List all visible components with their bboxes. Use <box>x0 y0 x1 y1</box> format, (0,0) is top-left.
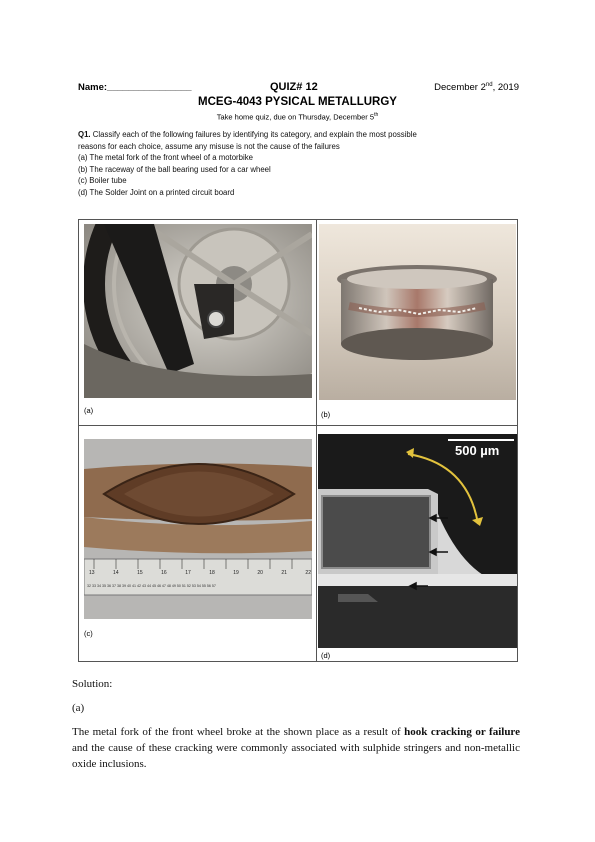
ruler-top-label: 21 <box>281 570 287 576</box>
ruler-top-label: 17 <box>185 570 191 576</box>
solution-part-label: (a) <box>72 702 85 714</box>
solution-heading: Solution: <box>72 678 113 690</box>
quiz-date: December 2nd, 2019 <box>434 82 519 94</box>
figure-b-photo <box>319 224 516 400</box>
grid-divider-horizontal <box>79 425 517 426</box>
grid-divider-vertical <box>316 220 317 661</box>
quiz-title: QUIZ# 12 <box>270 81 318 93</box>
question-block <box>78 129 518 199</box>
question-number: Q1. <box>78 130 91 139</box>
figure-c-photo <box>84 439 312 619</box>
header-row <box>78 82 519 96</box>
figure-c-ruler-bottom: 32 33 34 35 36 37 38 39 40 41 42 43 44 45 46 47 48 49 50 51 52 53 54 55 56 57 <box>87 584 216 588</box>
figure-d-caption: (d) <box>321 651 331 660</box>
ruler-top-label: 13 <box>89 570 95 576</box>
figure-a-caption: (a) <box>84 406 94 415</box>
ruler-top-label: 22 <box>305 570 311 576</box>
figure-a-photo <box>84 224 312 398</box>
ruler-top-label: 19 <box>233 570 239 576</box>
solution-block <box>72 676 520 772</box>
course-title: MCEG-4043 PYSICAL METALLURGY <box>198 96 397 108</box>
name-label: Name:________________ <box>78 82 192 93</box>
question-item-b: (b) The raceway of the ball bearing used for a car wheel <box>78 164 271 174</box>
question-line-1: Q1. Classify each of the following failures by identifying its category, and explain the most possible <box>78 130 417 139</box>
figure-d-photo <box>318 434 517 648</box>
figure-b-caption: (b) <box>321 410 331 419</box>
solution-paragraph: The metal fork of the front wheel broke at the shown place as a result of hook cracking or failure and the cause of these cracking were commonly associated with sulphide stringers and non-metallic oxide inclusions. <box>72 726 520 770</box>
question-item-a: (a) The metal fork of the front wheel of a motorbike <box>78 153 253 163</box>
figure-d-scale-label: 500 µm <box>455 443 500 458</box>
ruler-top-label: 14 <box>113 570 119 576</box>
question-line-2: reasons for each choice, assume any misuse is not the cause of the failures <box>78 141 340 151</box>
question-item-c: (c) Boiler tube <box>78 176 127 186</box>
solution-bold-term: hook cracking or failure <box>404 726 520 738</box>
figure-c-caption: (c) <box>84 629 93 638</box>
ruler-top-label: 20 <box>257 570 263 576</box>
ruler-top-label: 18 <box>209 570 215 576</box>
ruler-top-label: 16 <box>161 570 167 576</box>
figure-c-ruler-top <box>89 570 311 576</box>
ruler-top-label: 15 <box>137 570 143 576</box>
figure-grid <box>78 219 518 662</box>
quiz-subtitle: Take home quiz, due on Thursday, December 5th <box>216 112 379 122</box>
question-item-d: (d) The Solder Joint on a printed circuit board <box>78 187 235 197</box>
